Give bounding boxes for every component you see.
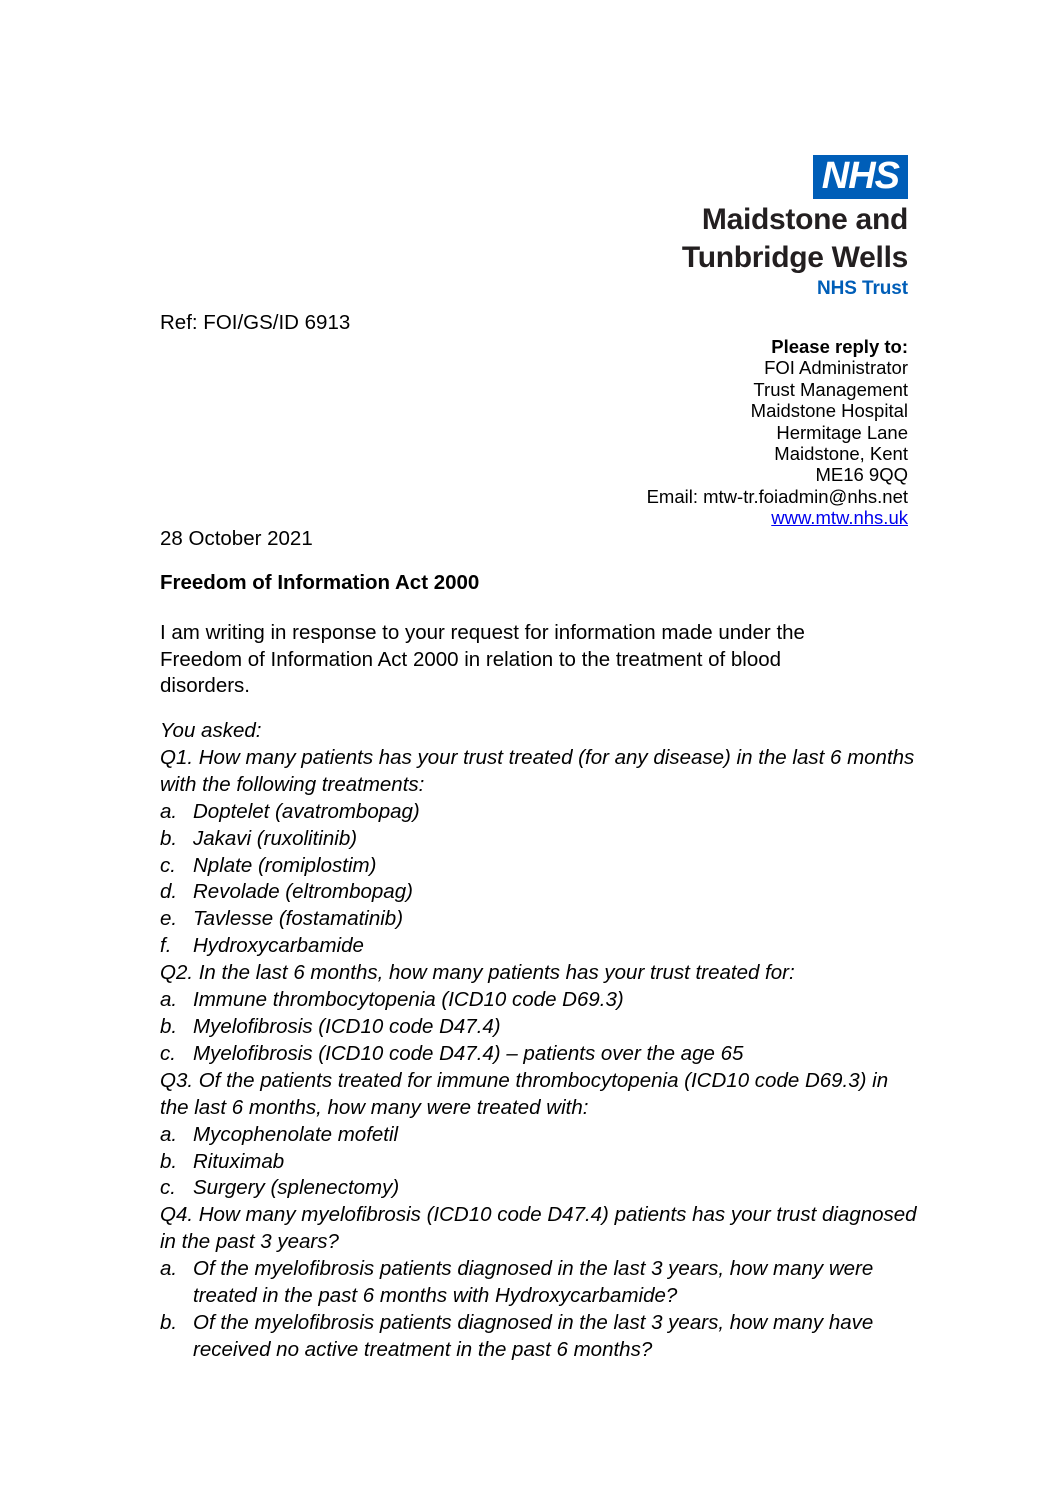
letter-date: 28 October 2021: [160, 527, 313, 550]
trust-name-line-2: Tunbridge Wells: [681, 241, 908, 274]
reply-to-email: Email: mtw-tr.foiadmin@nhs.net: [646, 485, 908, 507]
reply-to-line: ME16 9QQ: [815, 464, 908, 486]
list-item-label: Hydroxycarbamide: [193, 934, 364, 958]
list-item-label: Of the myelofibrosis patients diagnosed in the last 3 years, how many have received no active treatment in the past 6 months?: [193, 1310, 874, 1361]
list-item-label: Mycophenolate mofetil: [193, 1122, 399, 1146]
list-item: [160, 987, 920, 1014]
list-item: [160, 1014, 920, 1041]
question-2-list: [160, 987, 920, 1068]
list-marker: c.: [160, 1041, 176, 1065]
list-item-label: Myelofibrosis (ICD10 code D47.4): [193, 1014, 501, 1038]
question-3-text: Q3. Of the patients treated for immune thrombocytopenia (ICD10 code D69.3) in the last 6 months, how many were treated with:: [160, 1068, 889, 1119]
list-marker: a.: [160, 1257, 178, 1281]
question-2-text: Q2. In the last 6 months, how many patients has your trust treated for:: [160, 961, 795, 985]
trust-name-line-1: Maidstone and: [701, 203, 908, 236]
question-1-list: [160, 799, 920, 960]
list-marker: f.: [160, 934, 172, 958]
reply-to-heading: Please reply to:: [771, 336, 908, 357]
list-marker: e.: [160, 907, 178, 931]
list-item: [160, 879, 920, 906]
list-item: [160, 853, 920, 880]
reply-to-line: FOI Administrator: [764, 357, 908, 379]
list-item-label: Rituximab: [193, 1149, 285, 1173]
reply-to-line: Maidstone, Kent: [774, 443, 908, 465]
list-item-label: Tavlesse (fostamatinib): [193, 907, 404, 931]
reference-number: Ref: FOI/GS/ID 6913: [160, 311, 351, 334]
list-item-label: Jakavi (ruxolitinib): [193, 826, 358, 850]
nhs-trust-logo: [588, 155, 908, 301]
intro-paragraph: I am writing in response to your request for information made under the Freedom of Information Act 2000 in relation to the treatment of blood disorders.: [160, 621, 805, 697]
list-item: [160, 906, 920, 933]
list-marker: a.: [160, 988, 178, 1012]
list-item-label: Immune thrombocytopenia (ICD10 code D69.3): [193, 988, 624, 1012]
list-marker: a.: [160, 799, 178, 823]
trust-website-link[interactable]: www.mtw.nhs.uk: [771, 507, 908, 529]
list-item: [160, 799, 920, 826]
list-marker: d.: [160, 880, 178, 904]
list-item-label: Doptelet (avatrombopag): [193, 799, 420, 823]
list-item-label: Surgery (splenectomy): [193, 1176, 400, 1200]
questions-section: [160, 718, 920, 1364]
list-item-label: Of the myelofibrosis patients diagnosed in the last 3 years, how many were treated in the past 6 months with Hydroxycarbamide?: [193, 1257, 874, 1308]
list-marker: b.: [160, 1014, 178, 1038]
list-item-label: Nplate (romiplostim): [193, 853, 377, 877]
list-item: [160, 1175, 920, 1202]
list-marker: c.: [160, 853, 176, 877]
list-marker: a.: [160, 1122, 178, 1146]
list-marker: c.: [160, 1176, 176, 1200]
question-3-list: [160, 1122, 920, 1203]
reply-to-address-block: [647, 336, 908, 529]
list-item-label: Revolade (eltrombopag): [193, 880, 413, 904]
list-item: [160, 1041, 920, 1068]
questions-lead-in: You asked:: [160, 719, 262, 742]
list-item-label: Myelofibrosis (ICD10 code D47.4) – patients over the age 65: [193, 1041, 744, 1065]
list-item: [160, 933, 920, 960]
reply-to-line: Maidstone Hospital: [750, 400, 908, 422]
list-item: [160, 826, 920, 853]
list-item: [160, 1310, 920, 1364]
question-1-text: Q1. How many patients has your trust treated (for any disease) in the last 6 months with the following treatments:: [160, 745, 915, 796]
list-item: [160, 1256, 920, 1310]
question-4-text: Q4. How many myelofibrosis (ICD10 code D47.4) patients has your trust diagnosed in the past 3 years?: [160, 1203, 917, 1254]
list-item: [160, 1122, 920, 1149]
list-marker: b.: [160, 826, 178, 850]
question-4-list: [160, 1256, 920, 1364]
reply-to-line: Hermitage Lane: [776, 421, 908, 443]
list-marker: b.: [160, 1149, 178, 1173]
list-marker: b.: [160, 1310, 178, 1334]
list-item: [160, 1149, 920, 1176]
reply-to-line: Trust Management: [753, 378, 908, 400]
nhs-logo-mark: NHS: [813, 155, 908, 199]
trust-subtitle: NHS Trust: [817, 278, 908, 299]
document-heading: Freedom of Information Act 2000: [160, 571, 480, 594]
